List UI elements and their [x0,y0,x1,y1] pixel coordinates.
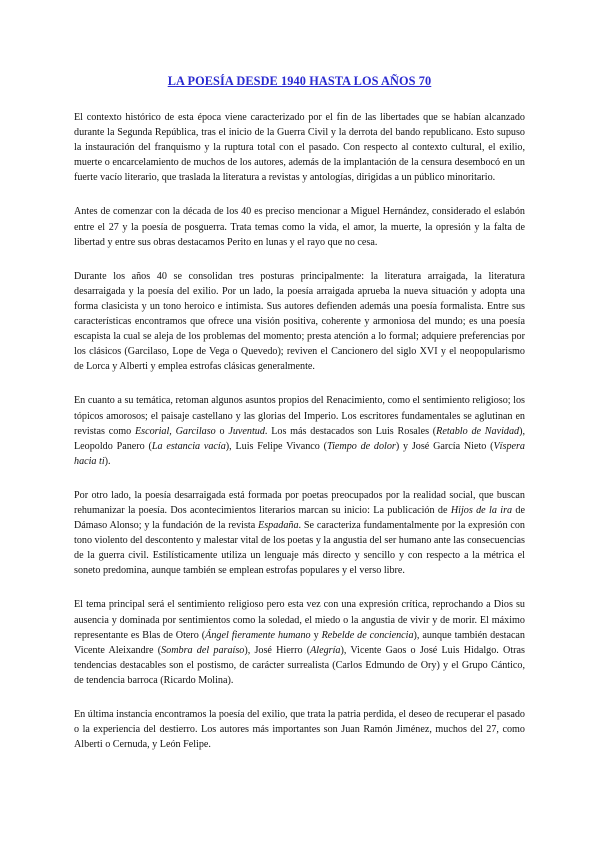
work-title: Tiempo de dolor [327,440,396,452]
work-title: Juventud [228,425,265,437]
work-title: Rebelde de conciencia [321,629,414,641]
text-run: ) y José García Nieto ( [395,440,494,452]
work-title: Víspera hacia ti [74,440,525,467]
text-run: . Los más destacados son Luis Rosales ( [264,425,437,437]
paragraph-4 [74,393,525,468]
text-run: ), Leopoldo Panero ( [74,425,525,452]
document-body [74,110,525,752]
text-run: El tema principal será el sentimiento religioso pero esta vez con una expresión crítica, reprochando a Dios su ausencia y dominada por sentimientos como la soledad, el miedo o la angustia de vivir y de morir. El máximo representante es Blas de Otero ( [74,599,525,641]
text-run: de Dámaso Alonso; y la fundación de la revista [74,504,525,532]
text-run: En cuanto a su temática, retoman algunos asuntos propios del Renacimiento, como el sentimiento religioso; los tópicos amorosos; el paisaje castellano y las glorias del Imperio. Los escritores fundamentales se aglutinan en revistas como [74,395,525,437]
text-run: o [215,425,229,437]
work-title: Hijos de la ira [450,504,513,516]
text-run: ), Vicente Gaos o José Luis Hidalgo. Otras tendencias destacables son el postismo, de carácter surrealista (Carlos Edmundo de Ory) y el Grupo Cántico, de tendencia barroca (Ricardo Molina). [74,644,525,686]
text-run: ), Luis Felipe Vivanco ( [225,440,327,452]
paragraph-6 [74,597,525,688]
text-run: ), aunque también destacan Vicente Aleixandre ( [74,629,525,656]
text-run: Durante los años 40 se consolidan tres posturas principalmente: la literatura arraigada, la literatura desarraigada y la poesía del exilio. Por un lado, la poesía arraigada aprueba la nueva situación y adopta una forma clasicista y un tono heroico e intimista. Sus autores defienden además una poesía formalista. Entre sus características encontramos que ofrece una visión positiva, coherente y armoniosa del mundo; es una poesía escapista la cual se aleja de los problemas del momento; presta atención a lo formal; adquiere preferencias por los clásicos (Garcilaso, Lope de Vega o Quevedo); reviven el Cancionero del siglo XVI y el neopopularismo de Lorca y Alberti y emplea estrofas clásicas generalmente. [74,270,525,373]
text-run: y [310,629,322,641]
text-run: Antes de comenzar con la década de los 40 es preciso mencionar a Miguel Hernández, considerado el eslabón entre el 27 y la poesía de posguerra. Trata temas como la vida, el amor, la muerte, la opresión y la falta de libertad y entre sus obras destacamos Perito en lunas y el rayo que no cesa. [74,206,525,248]
text-run: En última instancia encontramos la poesía del exilio, que trata la patria perdida, el deseo de recuperar el pasado o la experiencia del destierro. Los autores más importantes son Juan Ramón Jiménez, muchos del 27, como Alberti o Cernuda, y León Felipe. [74,709,525,751]
work-title: Ángel fieramente humano [205,629,311,641]
paragraph-5 [74,488,525,579]
work-title: Sombra del paraíso [161,644,245,656]
text-run: Por otro lado, la poesía desarraigada está formada por poetas preocupados por la realidad social, que buscan rehumanizar la poesía. Dos acontecimientos literarios marcan su inicio: La publicación de [74,489,525,516]
work-title: La estancia vacía [151,440,226,452]
work-title: Escorial, Garcilaso [134,425,216,437]
paragraph-2 [74,204,525,249]
paragraph-3 [74,269,525,375]
work-title: Retablo de Navidad [436,425,520,437]
text-run: . Se caracteriza fundamentalmente por la expresión con tono violento del descontento y malestar vital de los poetas y la angustia del ser humano ante las consecuencias de la guerra civil. Estilísticamente utiliza un lenguaje más directo y sencillo y con respecto a la métrica el soneto predomina, aunque también se emplean estrofas populares y el verso libre. [74,520,525,577]
work-title: Espadaña [258,520,299,532]
text-run: El contexto histórico de esta época viene caracterizado por el fin de las libertades que se habían alcanzado durante la Segunda República, tras el inicio de la Guerra Civil y la derrota del bando republicano. Esto supuso la instauración del franquismo y la ruptura total con el pasado. Con respecto al contexto cultural, el exilio, muerte o encarcelamiento de muchos de los autores, además de la implantación de la censura desembocó en un fuerte vacío literario, que traslada la literatura a revistas y antologías, dirigidas a un público minoritario. [74,112,525,184]
text-run: ). [104,455,111,467]
work-title: Alegría [310,644,341,656]
document-title: LA POESÍA DESDE 1940 HASTA LOS AÑOS 70 [167,74,432,88]
paragraph-7 [74,707,525,752]
paragraph-1 [74,110,525,185]
text-run: ), José Hierro ( [244,644,311,656]
